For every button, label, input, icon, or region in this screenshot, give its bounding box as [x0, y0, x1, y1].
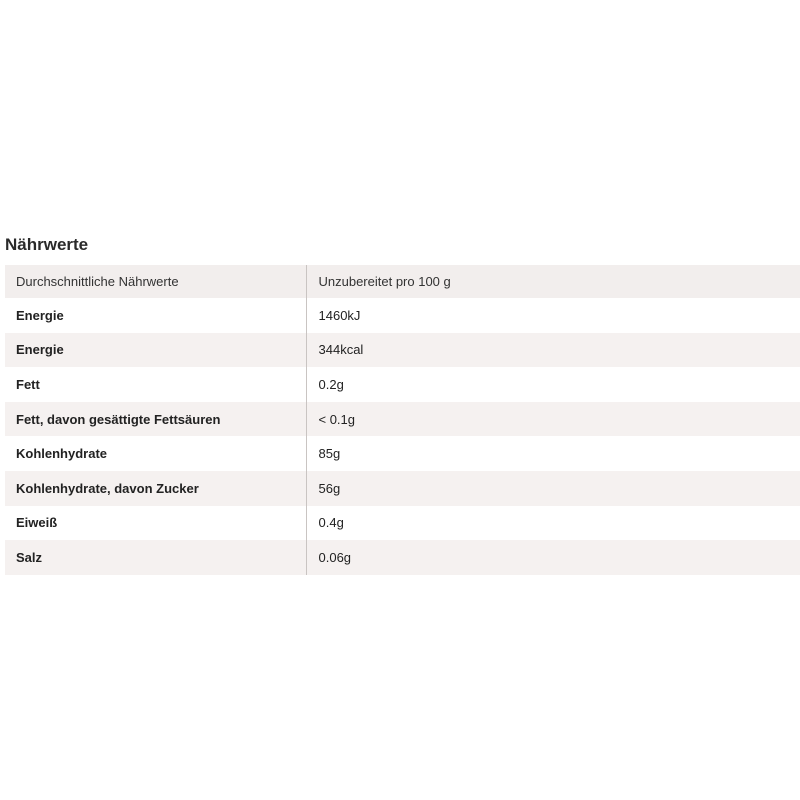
table-row	[5, 298, 800, 333]
nutrient-label: Energie	[5, 333, 306, 368]
nutrient-value: 1460kJ	[318, 307, 361, 323]
nutrient-value: 85g	[318, 446, 341, 462]
nutrient-value: 0.06g	[318, 549, 352, 565]
nutrition-table	[5, 265, 800, 575]
table-row	[5, 402, 800, 437]
table-row	[5, 540, 800, 575]
nutrient-value: 0.4g	[318, 515, 344, 531]
nutrient-value: < 0.1g	[318, 411, 356, 427]
table-row	[5, 506, 800, 541]
header-label-cell: Durchschnittliche Nährwerte	[5, 265, 306, 298]
nutrient-label: Fett	[5, 367, 306, 402]
table-row	[5, 471, 800, 506]
nutrient-label: Kohlenhydrate, davon Zucker	[5, 471, 306, 506]
nutrient-label: Salz	[5, 540, 306, 575]
nutrition-section	[5, 232, 800, 575]
table-header-row	[5, 265, 800, 298]
nutrient-label: Eiweiß	[5, 506, 306, 541]
table-row	[5, 436, 800, 471]
nutrient-label: Fett, davon gesättigte Fettsäuren	[5, 402, 306, 437]
section-title: Nährwerte	[5, 235, 89, 254]
nutrient-value: 344kcal	[318, 342, 364, 358]
table-row	[5, 333, 800, 368]
table-row	[5, 367, 800, 402]
nutrient-value: 0.2g	[318, 376, 344, 392]
header-value-cell: Unzubereitet pro 100 g	[318, 274, 451, 289]
nutrient-value: 56g	[318, 480, 341, 496]
nutrient-label: Kohlenhydrate	[5, 436, 306, 471]
nutrient-label: Energie	[5, 298, 306, 333]
